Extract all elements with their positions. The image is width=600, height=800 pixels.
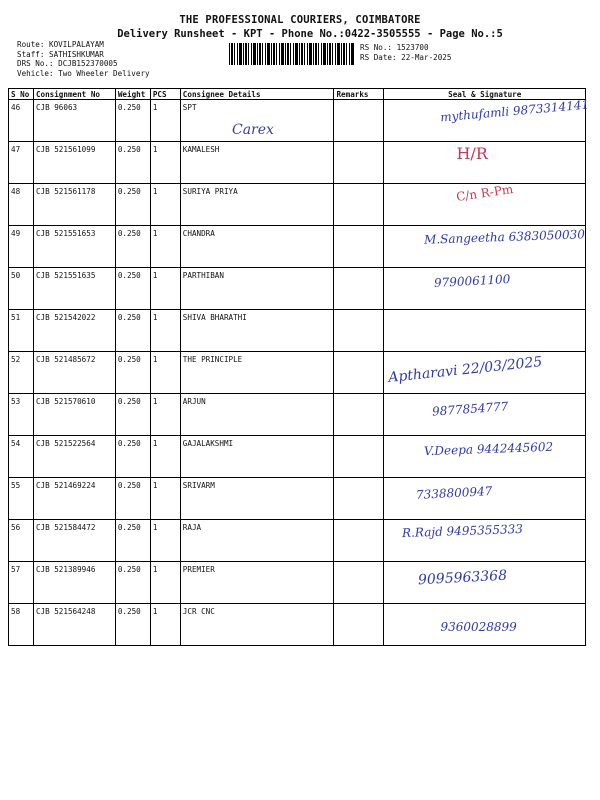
cell-signature [384,436,586,478]
cell-weight: 0.250 [115,604,150,646]
runsheet-subtitle: Delivery Runsheet - KPT - Phone No.:0422-3505555 - Page No.:5 [117,28,503,40]
cell-consignment: CJB 521584472 [33,520,115,562]
barcode-image [229,43,354,65]
cell-consignee: ARJUN [180,394,334,436]
table-row [9,562,586,604]
table-row [9,520,586,562]
cell-weight: 0.250 [115,142,150,184]
cell-signature [384,226,586,268]
table-row [9,100,586,142]
cell-consignee: JCR CNC [180,604,334,646]
cell-signature [384,394,586,436]
handwritten-signature: M.Sangeetha 6383050030 [424,227,586,247]
cell-consignee: SRIVARM [180,478,334,520]
column-header: S No [9,89,34,100]
cell-consignee: SURIYA PRIYA [180,184,334,226]
cell-sno: 52 [9,352,34,394]
cell-remarks [334,226,384,268]
cell-sno: 46 [9,100,34,142]
cell-weight: 0.250 [115,310,150,352]
column-header: Consignment No [33,89,115,100]
cell-sno: 54 [9,436,34,478]
cell-consignee: SHIVA BHARATHI [180,310,334,352]
cell-signature [384,352,586,394]
column-header: Seal & Signature [384,89,586,100]
cell-pcs: 1 [150,352,180,394]
cell-weight: 0.250 [115,184,150,226]
cell-signature [384,97,591,142]
table-row [9,604,586,646]
table-row [9,352,586,394]
cell-pcs: 1 [150,310,180,352]
rs-date: RS Date: 22-Mar-2025 [360,52,452,62]
cell-signature [384,142,586,184]
column-header: Consignee Details [180,89,334,100]
cell-signature [384,184,586,226]
cell-consignee: SPT [180,100,334,142]
table-row [9,184,586,226]
table-row [9,310,586,352]
handwritten-signature: mythufamli 9873314141 [440,97,591,125]
table-body [9,97,591,646]
cell-sno: 51 [9,310,34,352]
cell-remarks [334,478,384,520]
cell-sno: 57 [9,562,34,604]
cell-consignment: CJB 521469224 [33,478,115,520]
cell-weight: 0.250 [115,268,150,310]
cell-sno: 50 [9,268,34,310]
cell-consignment: CJB 521561178 [33,184,115,226]
rs-number: RS No.: 1523700 [360,43,429,52]
table-row [9,268,586,310]
cell-signature [384,478,586,520]
cell-consignment: CJB 521570610 [33,394,115,436]
cell-consignee: RAJA [180,520,334,562]
cell-signature [384,520,586,562]
cell-consignee: PARTHIBAN [180,268,334,310]
handwritten-signature: Aptharavi 22/03/2025 [388,353,544,387]
cell-remarks [334,100,384,142]
cell-weight: 0.250 [115,436,150,478]
column-header: Remarks [334,89,384,100]
table-row [9,436,586,478]
cell-pcs: 1 [150,394,180,436]
cell-sno: 55 [9,478,34,520]
handwritten-signature: R.Rajd 9495355333 [402,521,524,541]
table-header-row [9,89,586,100]
cell-pcs: 1 [150,604,180,646]
handwritten-signature: 7338800947 [416,484,494,502]
cell-remarks [334,436,384,478]
cell-pcs: 1 [150,100,180,142]
handwritten-signature: V.Deepa 9442445602 [424,439,554,459]
cell-weight: 0.250 [115,478,150,520]
cell-pcs: 1 [150,268,180,310]
cell-remarks [334,520,384,562]
cell-weight: 0.250 [115,520,150,562]
cell-signature [384,268,586,310]
cell-weight: 0.250 [115,226,150,268]
cell-consignment: CJB 521564248 [33,604,115,646]
cell-sno: 48 [9,184,34,226]
cell-consignee: GAJALAKSHMI [180,436,334,478]
company-title: THE PROFESSIONAL COURIERS, COIMBATORE [179,14,421,26]
column-header: Weight [115,89,150,100]
cell-weight: 0.250 [115,352,150,394]
cell-consignee: KAMALESH [180,142,334,184]
cell-remarks [334,394,384,436]
cell-consignment: CJB 521522564 [33,436,115,478]
runsheet-meta-left [17,40,150,78]
cell-consignment: CJB 521389946 [33,562,115,604]
delivery-table [8,88,591,646]
column-header: PCS [150,89,180,100]
cell-signature [384,310,586,352]
staff-label: Staff: SATHISHKUMAR [17,49,104,59]
cell-consignment: CJB 521551635 [33,268,115,310]
cell-consignee: THE PRINCIPLE [180,352,334,394]
cell-remarks [334,562,384,604]
cell-remarks [334,142,384,184]
cell-signature [384,604,586,646]
table-row [9,394,586,436]
cell-consignment: CJB 96063 [33,100,115,142]
cell-pcs: 1 [150,184,180,226]
cell-consignment: CJB 521551653 [33,226,115,268]
cell-weight: 0.250 [115,562,150,604]
handwritten-signature: 9790061100 [434,272,512,290]
cell-pcs: 1 [150,436,180,478]
remarks-handwritten-note: Carex [232,122,274,138]
cell-consignee: PREMIER [180,562,334,604]
cell-consignee: CHANDRA [180,226,334,268]
cell-consignment: CJB 521485672 [33,352,115,394]
table-row [9,142,586,184]
cell-weight: 0.250 [115,394,150,436]
cell-pcs: 1 [150,142,180,184]
route-label: Route: KOVILPALAYAM [17,40,104,49]
table-row [9,478,586,520]
cell-consignment: CJB 521561099 [33,142,115,184]
cell-pcs: 1 [150,520,180,562]
cell-consignment: CJB 521542022 [33,310,115,352]
cell-weight: 0.250 [115,100,150,142]
cell-sno: 47 [9,142,34,184]
runsheet-meta-right [360,43,451,62]
handwritten-signature: 9877854777 [432,399,510,419]
cell-pcs: 1 [150,226,180,268]
handwritten-signature: C/n R-Pm [455,182,515,204]
handwritten-signature: 9095963368 [418,567,508,589]
drs-label: DRS No.: DCJB152370005 [17,59,118,68]
handwritten-signature: H/R [456,144,488,163]
table-row [9,226,586,268]
cell-remarks [334,352,384,394]
cell-remarks [334,184,384,226]
cell-pcs: 1 [150,478,180,520]
cell-sno: 53 [9,394,34,436]
handwritten-signature: 9360028899 [440,620,517,634]
cell-sno: 56 [9,520,34,562]
vehicle-label: Vehicle: Two Wheeler Delivery [17,68,150,78]
cell-pcs: 1 [150,562,180,604]
cell-remarks [334,310,384,352]
cell-remarks [334,268,384,310]
cell-remarks [334,604,384,646]
cell-sno: 58 [9,604,34,646]
cell-sno: 49 [9,226,34,268]
cell-signature [384,562,586,604]
